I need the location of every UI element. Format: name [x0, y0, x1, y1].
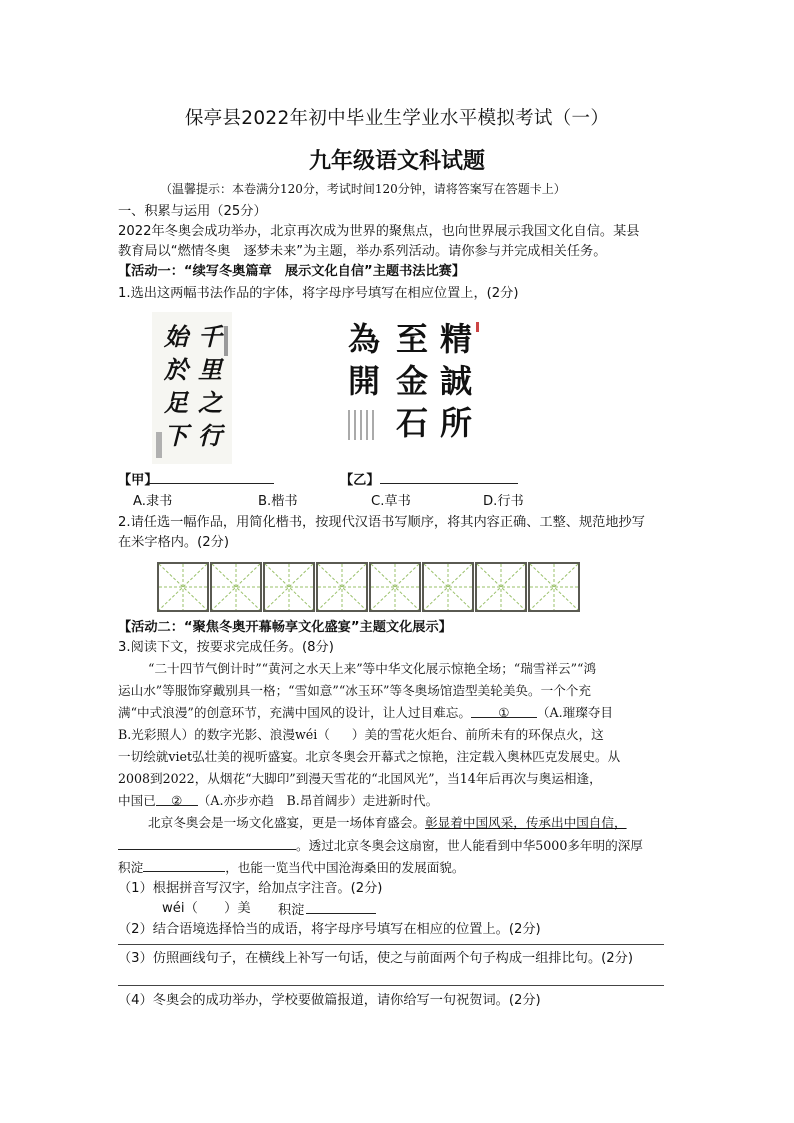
- callig-jia-char: 下: [164, 421, 188, 450]
- blank-3[interactable]: [118, 835, 296, 850]
- answer-line[interactable]: [118, 985, 664, 986]
- callig-jia-char: 始: [164, 322, 188, 351]
- sub-question-1: （1）根据拼音写汉字，给加点字注音。(2分): [118, 881, 383, 896]
- mizi-grid-cell[interactable]: [369, 562, 421, 612]
- option-c: C.草书: [371, 494, 411, 509]
- sub-question-1-item-b: [278, 899, 376, 921]
- callig-jia-char: 之: [198, 388, 222, 417]
- sub-question-2: （2）结合语境选择恰当的成语，将字母序号填写在相应的位置上。(2分): [118, 922, 541, 937]
- mizi-grid-cell[interactable]: [157, 562, 209, 612]
- blank-1-number: ①: [498, 705, 510, 720]
- blank-2[interactable]: [156, 791, 198, 806]
- calligraphy-jia-image: [152, 312, 232, 464]
- passage-text: 满“中式浪漫”的创意环节，充满中国风的设计，让人过目难忘。: [118, 705, 471, 720]
- passage-text: （A.璀璨夺目: [536, 705, 613, 720]
- passage-line: [148, 813, 627, 833]
- passage-text: 北京冬奥会是一场文化盛宴，更是一场体育盛会。: [148, 815, 426, 830]
- exam-title: 保亭县2022年初中毕业生学业水平模拟考试（一）: [184, 108, 610, 129]
- callig-jia-char: 行: [198, 421, 222, 450]
- answer-blank-jidian[interactable]: [306, 899, 376, 914]
- passage-line: [118, 835, 643, 856]
- passage-text: ，也能一览当代中国沧海桑田的发展面貌。: [225, 860, 465, 875]
- option-a: A.隶书: [133, 494, 173, 509]
- passage-line: [118, 857, 464, 878]
- pinyin-wei: wéi（: [294, 727, 330, 742]
- activity2-heading: 【活动二：“聚焦冬奥开幕畅享文化盛宴”主题文化展示】: [118, 620, 452, 635]
- underlined-sentence: 彰显着中国风采，传承出中国自信，: [425, 815, 627, 830]
- seal-mark: [224, 326, 228, 356]
- signature-mark: [348, 410, 378, 440]
- callig-yi-char: 至: [396, 320, 433, 358]
- sub-question-3: （3）仿照画线句子，在横线上补写一句话，使之与前面两个句子构成一组排比句。(2分): [118, 951, 634, 966]
- answer-blank-jia[interactable]: [148, 483, 274, 485]
- label-jia: 【甲】: [118, 473, 158, 488]
- answer-blank-yi[interactable]: [380, 483, 518, 485]
- option-d: D.行书: [483, 494, 524, 509]
- exam-subtitle: 九年级语文科试题: [308, 149, 485, 174]
- callig-yi-char: 所: [440, 404, 477, 442]
- callig-yi-char: 金: [396, 362, 433, 400]
- passage-text: 。透过北京冬奥会这扇窗，世人能看到中华5000多年明的深厚: [296, 838, 643, 853]
- callig-jia-char: 於: [164, 355, 188, 384]
- answer-line[interactable]: [118, 944, 664, 945]
- passage-text: （A.亦步亦趋 B.昂首阔步）走进新时代。: [197, 793, 439, 808]
- callig-yi-char: 精: [440, 320, 477, 358]
- sub-question-1-item-b-text: 积淀: [278, 903, 305, 918]
- exam-note: （温馨提示：本卷满分120分，考试时间120分钟，请将答案写在答题卡上）: [160, 182, 566, 196]
- callig-jia-char: 千: [198, 322, 222, 351]
- mizi-grid-cell[interactable]: [263, 562, 315, 612]
- callig-yi-char: 為: [348, 320, 385, 358]
- callig-jia-char: 足: [164, 388, 188, 417]
- sub-question-1-item-a: wéi（ ）美: [162, 901, 251, 916]
- question-2-line-1: 2.请任选一幅作品，用简化楷书，按现代汉语书写顺序，将其内容正确、工整、规范地抄写: [118, 515, 645, 530]
- passage-text: 积淀: [118, 860, 144, 875]
- question-3: 3.阅读下文，按要求完成任务。(8分): [118, 640, 334, 655]
- passage-text: 中国已: [118, 793, 156, 808]
- section-heading: 一、积累与运用（25分）: [118, 204, 267, 219]
- mizi-grid-cell[interactable]: [528, 562, 580, 612]
- passage-line: 2008到2022，从烟花“大脚印”到漫天雪花的“北国风光”，当14年后再次与奥运相逢，: [118, 771, 602, 786]
- blank-4[interactable]: [143, 857, 225, 872]
- calligraphy-yi-image: [340, 318, 480, 450]
- blank-1[interactable]: [471, 703, 537, 718]
- mizi-grid-cell[interactable]: [475, 562, 527, 612]
- intro-line-2: 教育局以“燃情冬奥 逐梦未来”为主题，举办系列活动。请你参与并完成相关任务。: [118, 244, 607, 259]
- callig-yi-char: 開: [348, 362, 385, 400]
- callig-yi-char: 誠: [440, 362, 477, 400]
- intro-line-1: 2022年冬奥会成功举办，北京再次成为世界的聚焦点，也向世界展示我国文化自信。某县: [118, 224, 640, 239]
- passage-line: 运山水”等服饰穿戴别具一格；“雪如意”“冰玉环”等冬奥场馆造型美轮美奂。一个个充: [118, 683, 591, 698]
- mizi-grid-cell[interactable]: [422, 562, 474, 612]
- passage-text: ）美的雪花火炬台、前所未有的环保点火，这: [351, 727, 604, 742]
- sub-question-4: （4）冬奥会的成功举办，学校要做篇报道，请你给写一句祝贺词。(2分): [118, 993, 541, 1008]
- blank-2-number: ②: [171, 793, 183, 808]
- activity1-heading: 【活动一：“续写冬奥篇章 展示文化自信”主题书法比赛】: [118, 264, 466, 279]
- question-2-line-2: 在米字格内。(2分): [118, 535, 229, 550]
- signature-mark: [156, 432, 162, 458]
- passage-text: B.光彩照人）的数字光影、浪漫: [118, 727, 295, 742]
- passage-line: [118, 791, 438, 811]
- passage-line: [118, 725, 604, 745]
- passage-line: “二十四节气倒计时”“黄河之水天上来”等中华文化展示惊艳全场；“瑞雪祥云”“鸿: [148, 661, 597, 676]
- callig-jia-char: 里: [198, 355, 222, 384]
- seal-mark: [476, 322, 479, 332]
- question-1: 1.选出这两幅书法作品的字体，将字母序号填写在相应位置上，(2分): [118, 286, 519, 301]
- label-yi: 【乙】: [340, 473, 380, 488]
- mizi-grid-cell[interactable]: [316, 562, 368, 612]
- callig-yi-char: 石: [396, 404, 433, 442]
- mizi-grid-cell[interactable]: [210, 562, 262, 612]
- option-b: B.楷书: [258, 494, 298, 509]
- passage-line: [118, 703, 613, 723]
- passage-line: 一切绘就viet弘壮美的视听盛宴。北京冬奥会开幕式之惊艳，注定载入奥林匹克发展史。从: [118, 749, 621, 764]
